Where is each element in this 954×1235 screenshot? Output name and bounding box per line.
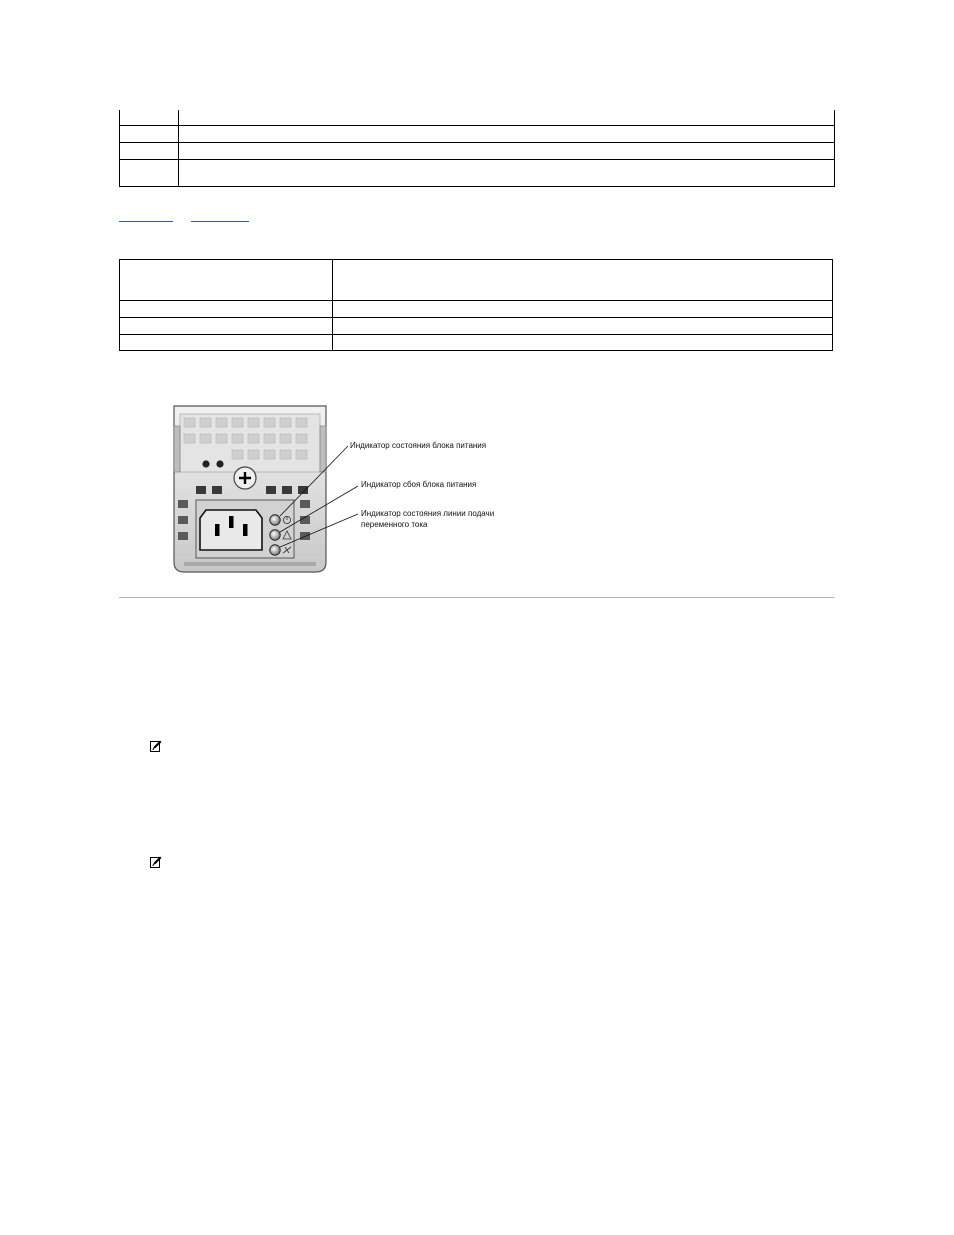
table-row [120,159,835,186]
table-cell [120,301,333,318]
table-cell [179,142,835,159]
table-cell [120,142,179,159]
table-row [120,142,835,159]
table-row [120,301,833,318]
table-row [120,260,833,301]
table-cell [179,125,835,142]
table-cell [120,159,179,186]
table-cell [120,318,333,335]
label-psu-fault-led: Индикатор сбоя блока питания [361,480,477,489]
table-1 [119,110,835,187]
table-cell [120,335,333,351]
table-row [120,110,835,125]
table-cell [333,335,833,351]
note-pencil-icon [150,740,162,752]
power-supply-unit [174,406,326,572]
next-link[interactable] [191,213,249,222]
table-cell [120,125,179,142]
table-cell [333,260,833,301]
section-divider [119,597,835,598]
power-supply-indicators-figure [170,402,510,577]
table-cell [179,159,835,186]
label-ac-line-led-line2: переменного тока [361,520,428,529]
table-2 [119,259,833,351]
label-psu-status-led: Индикатор состояния блока питания [350,441,487,450]
table-cell [179,110,835,125]
note-pencil-icon [150,856,162,868]
table-cell [120,110,179,125]
label-ac-line-led-line1: Индикатор состояния линии подачи [361,509,495,518]
previous-link[interactable] [119,213,173,222]
table-row [120,335,833,351]
table-cell [120,260,333,301]
table-row [120,318,833,335]
table-cell [333,301,833,318]
table-cell [333,318,833,335]
table-row [120,125,835,142]
